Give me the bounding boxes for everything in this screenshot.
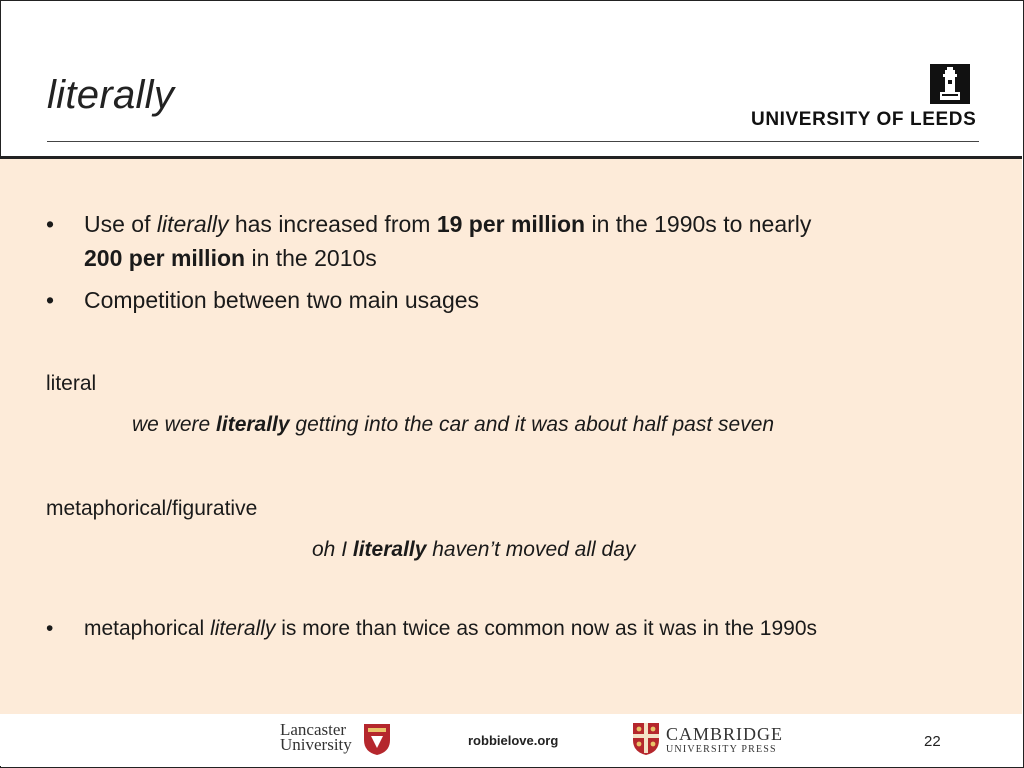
figurative-example: oh I literally haven’t moved all day bbox=[312, 538, 636, 561]
lancaster-crest-icon bbox=[362, 722, 392, 756]
cambridge-crest-icon bbox=[632, 722, 660, 756]
lancaster-logo-line2: University bbox=[280, 735, 352, 754]
slide-footer bbox=[0, 714, 1022, 766]
bullet-item bbox=[46, 283, 946, 317]
university-of-leeds-logo bbox=[747, 61, 977, 133]
bullet-list bbox=[46, 207, 946, 325]
leeds-logo-text: UNIVERSITY OF LEEDS bbox=[751, 109, 977, 130]
cambridge-logo-subtitle: UNIVERSITY PRESS bbox=[666, 744, 777, 755]
conclusion-bullet bbox=[46, 617, 817, 641]
bullet-text: metaphorical literally is more than twice as common now as it was in the 1990s bbox=[84, 617, 818, 640]
website-url: robbielove.org bbox=[468, 733, 559, 748]
title-divider bbox=[47, 141, 979, 142]
bullet-marker: • bbox=[46, 617, 54, 640]
cambridge-logo-name: CAMBRIDGE bbox=[666, 724, 784, 744]
slide-title: literally bbox=[47, 73, 175, 117]
lancaster-university-logo bbox=[280, 722, 395, 760]
lancaster-logo-line1: Lancaster bbox=[280, 720, 347, 739]
bullet-marker: • bbox=[46, 287, 55, 313]
bullet-marker: • bbox=[46, 211, 55, 237]
figurative-label: metaphorical/figurative bbox=[46, 497, 258, 520]
literal-example: we were literally getting into the car and it was about half past seven bbox=[132, 413, 775, 436]
bullet-item bbox=[46, 207, 946, 275]
leeds-tower-icon bbox=[930, 64, 970, 104]
bullet-text: Competition between two main usages bbox=[84, 287, 480, 313]
cambridge-university-press-logo bbox=[632, 722, 782, 760]
page-number: 22 bbox=[924, 733, 941, 750]
bullet-text: Use of literally has increased from 19 per million in the 1990s to nearly 200 per million in the 2010s bbox=[84, 211, 812, 271]
literal-label: literal bbox=[46, 372, 97, 395]
content-panel bbox=[0, 156, 1022, 717]
